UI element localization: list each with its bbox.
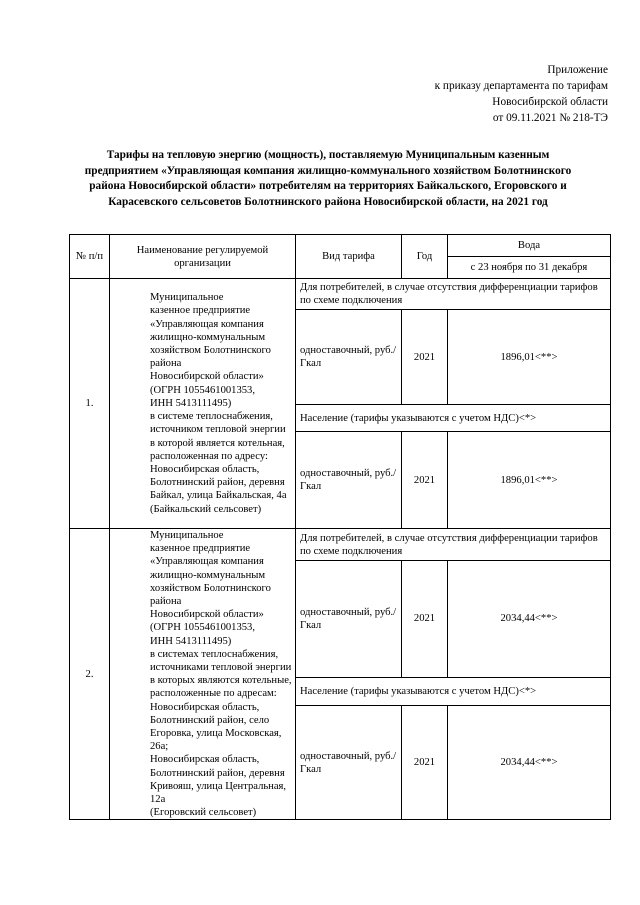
year-cell: 2021 (402, 432, 448, 529)
org-line: Новосибирская область, (150, 754, 260, 766)
appendix-line: к приказу департамента по тарифам (434, 80, 608, 92)
price-cell: 2034,44<**> (448, 705, 611, 820)
org-line: жилищно-коммунальным (150, 569, 266, 581)
org-line: Муниципальное (150, 530, 224, 541)
appendix-line: Новосибирской области (492, 96, 608, 108)
price-cell: 2034,44<**> (448, 561, 611, 678)
year-cell: 2021 (402, 561, 448, 678)
org-line: Байкал, улица Байкальская, 4а (150, 490, 287, 502)
row-number: 2. (70, 529, 110, 820)
org-line: Новосибирской области» (150, 609, 264, 621)
organization-cell (110, 279, 296, 529)
consumer-group-label: Для потребителей, в случае отсутствия дифференциации тарифов по схеме подключения (296, 279, 611, 310)
org-line: хозяйством Болотнинского района (150, 582, 271, 608)
org-line: казенное предприятие (150, 543, 251, 555)
appendix-line: от 09.11.2021 № 218-ТЭ (492, 112, 608, 124)
tariff-type-cell: одноставочный, руб./Гкал (296, 705, 402, 820)
appendix-line: Приложение (547, 64, 608, 76)
org-line: Муниципальное (150, 292, 224, 304)
org-line: ИНН 5413111495) (150, 635, 232, 647)
org-line: Кривояш, улица Центральная, 12а (150, 780, 287, 806)
org-line: расположенные по адресам: (150, 688, 277, 700)
org-line: в которых являются котельные, (150, 675, 292, 687)
header-year: Год (402, 235, 448, 279)
tariff-type-cell: одноставочный, руб./Гкал (296, 310, 402, 405)
year-cell: 2021 (402, 705, 448, 820)
org-line: расположенная по адресу: (150, 450, 268, 462)
header-tariff-type: Вид тарифа (296, 235, 402, 279)
org-line: Болотнинский район, село (150, 714, 270, 726)
tariff-table (69, 234, 611, 820)
org-line: ИНН 5413111495) (150, 397, 232, 409)
org-line: Новосибирская область, (150, 463, 260, 475)
org-line: Новосибирская область, (150, 701, 260, 713)
org-line: источниками тепловой энергии (150, 662, 292, 674)
price-cell: 1896,01<**> (448, 310, 611, 405)
org-line: казенное предприятие (150, 305, 251, 317)
price-cell: 1896,01<**> (448, 432, 611, 529)
org-line: Болотнинский район, деревня (150, 477, 285, 489)
row-number: 1. (70, 279, 110, 529)
org-line: в системе теплоснабжения, (150, 411, 273, 423)
org-line: в системах теплоснабжения, (150, 648, 279, 660)
consumer-group-label: Для потребителей, в случае отсутствия дифференциации тарифов по схеме подключения (296, 529, 611, 561)
org-line: (Егоровский сельсовет) (150, 807, 257, 819)
population-group-label: Население (тарифы указываются с учетом НДС)<*> (296, 677, 611, 705)
org-line: «Управляющая компания (150, 556, 264, 568)
appendix-block (435, 62, 608, 126)
org-line: Болотнинский район, деревня (150, 767, 285, 779)
org-line: Егоровка, улица Московская, 26а; (150, 728, 282, 753)
header-period: с 23 ноября по 31 декабря (448, 257, 611, 279)
population-group-label: Население (тарифы указываются с учетом НДС)<*> (296, 405, 611, 432)
org-line: хозяйством Болотнинского района (150, 345, 271, 370)
organization-cell (110, 529, 296, 820)
org-line: жилищно-коммунальным (150, 331, 266, 343)
org-line: «Управляющая компания (150, 318, 264, 330)
document-title: Тарифы на тепловую энергию (мощность), поставляемую Муниципальным казенным предприятием «Управляющая компания жилищно-коммунального хозяйством Болотнинского района Новосибирской области» потребителям на территориях Байкальского, Егоровского и Карасевского сельсоветов Болотнинского района Новосибирской области, на 2021 год (84, 149, 572, 208)
org-line: (Байкальский сельсовет) (150, 503, 262, 515)
org-line: (ОГРН 1055461001353, (150, 384, 256, 396)
tariff-type-cell: одноставочный, руб./Гкал (296, 432, 402, 529)
header-num: № п/п (70, 235, 110, 279)
org-line: источником тепловой энергии (150, 424, 286, 436)
year-cell: 2021 (402, 310, 448, 405)
org-line: в которой является котельная, (150, 437, 285, 449)
org-line: (ОГРН 1055461001353, (150, 622, 256, 634)
header-org: Наименование регулируемой организации (110, 235, 296, 279)
org-line: Новосибирской области» (150, 371, 264, 383)
header-water: Вода (448, 235, 611, 257)
tariff-type-cell: одноставочный, руб./Гкал (296, 561, 402, 678)
